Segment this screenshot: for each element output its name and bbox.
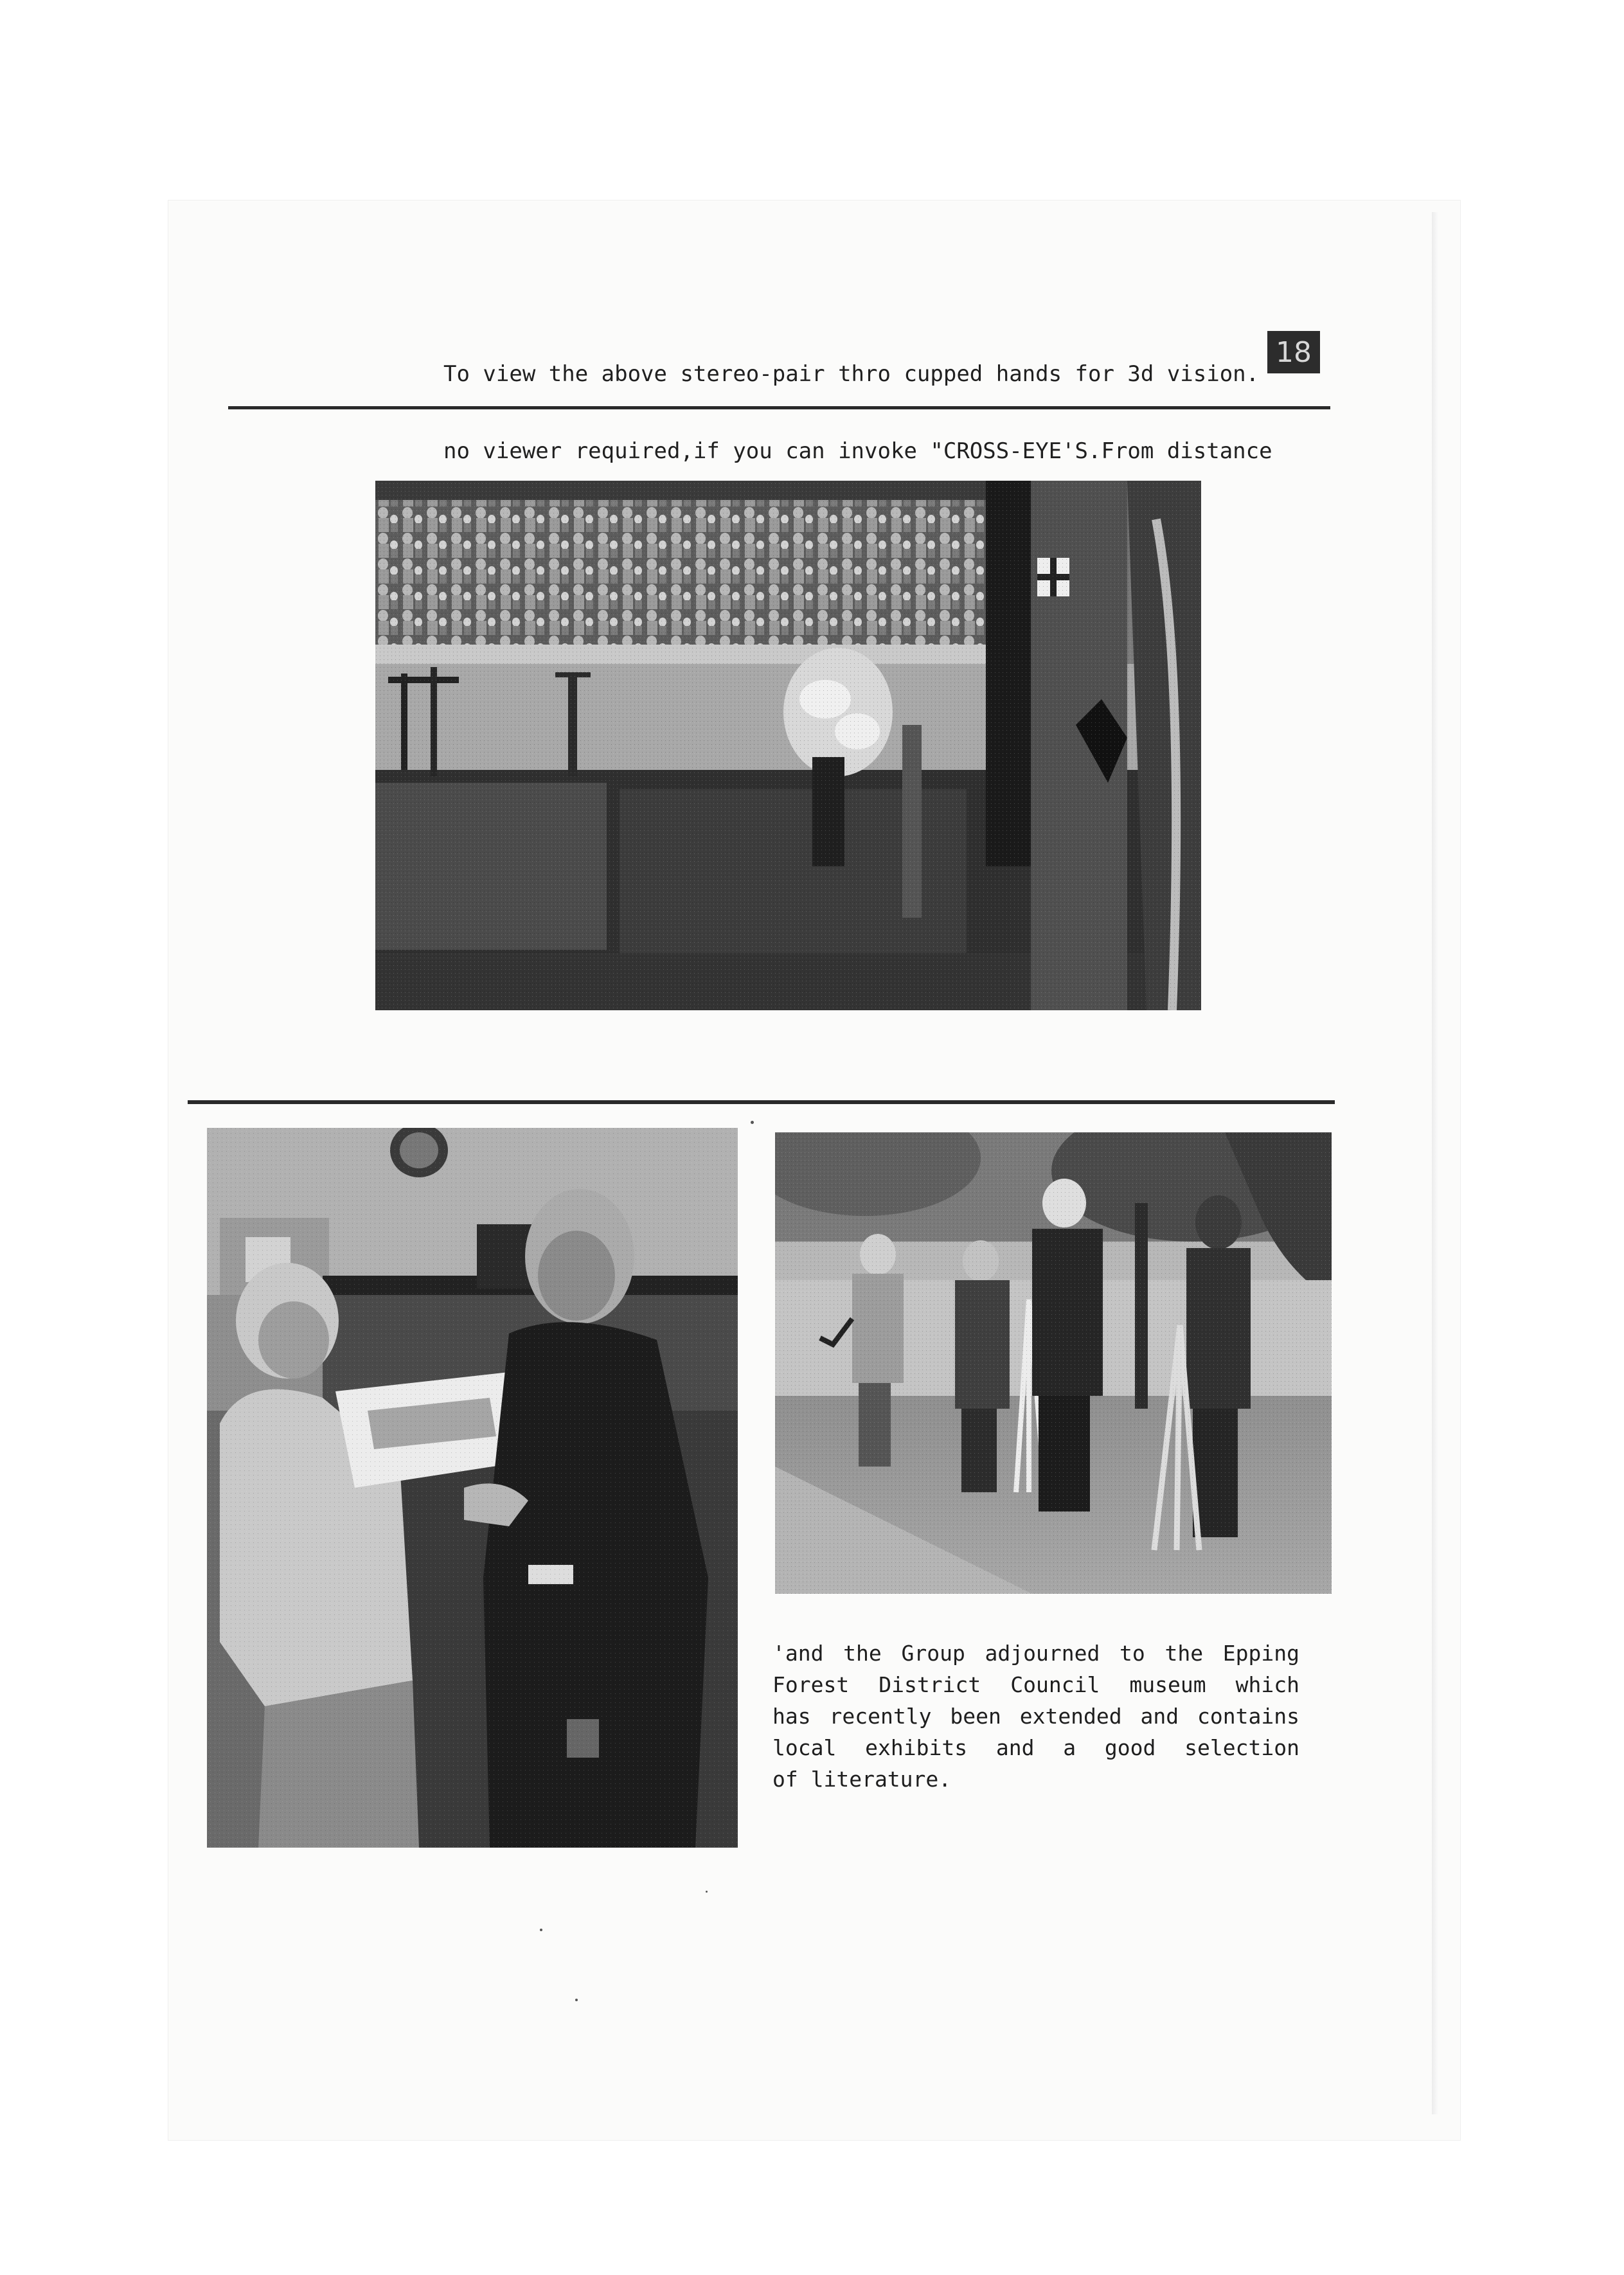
group-outdoor-photo [775,1132,1332,1594]
scan-speck [751,1121,754,1124]
church-interior-photo [375,481,1201,1010]
top-divider [228,406,1330,409]
caption-line: To view the above stereo-pair thro cupped hands for 3d vision. [443,361,1260,387]
page-number-badge: 18 [1267,331,1320,373]
scan-speck [575,1999,578,2001]
paragraph-line: local exhibits and a good selection [772,1735,1299,1760]
paragraph-line: Forest District Council museum which [772,1672,1299,1697]
middle-divider [188,1100,1335,1104]
museum-paragraph [772,1637,1299,1795]
museum-visitors-photo [207,1128,738,1848]
scan-speck [540,1929,542,1931]
paragraph-line: of literature. [772,1767,952,1792]
scan-speck [706,1891,708,1893]
paragraph-line: 'and the Group adjourned to the Epping [772,1641,1299,1666]
paragraph-line: has recently been extended and contains [772,1704,1299,1729]
caption-line: no viewer required,if you can invoke "CROSS-EYE'S.From distance [443,438,1272,464]
page-edge-shadow [1432,212,1438,2114]
